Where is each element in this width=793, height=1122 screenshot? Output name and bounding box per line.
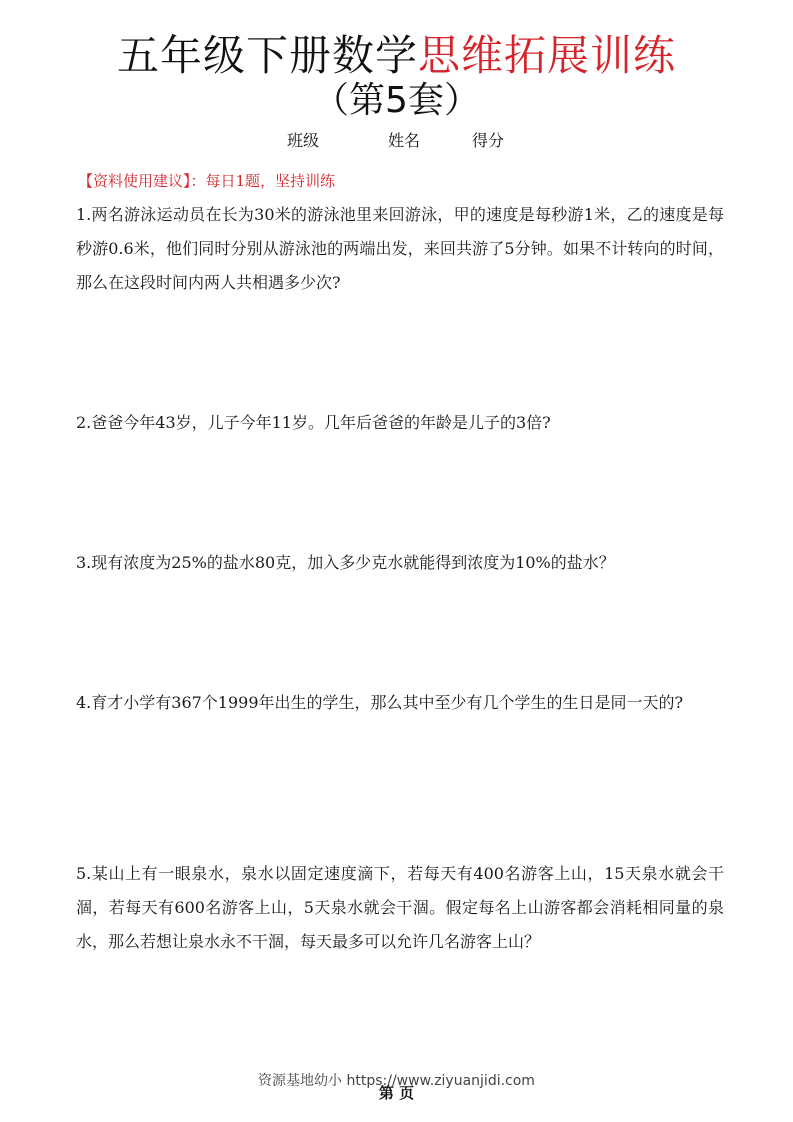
usage-advice: 【资料使用建议】：每日1题，坚持训练 xyxy=(78,172,336,190)
question-2: 2.爸爸今年43岁，儿子今年11岁。几年后爸爸的年龄是儿子的3倍? xyxy=(76,413,551,432)
title-highlight: 思维拓展训练 xyxy=(418,31,677,80)
name-label: 姓名 xyxy=(388,131,421,150)
set-number-subtitle: （第5套） xyxy=(313,80,480,121)
score-label: 得分 xyxy=(472,131,505,150)
question-3: 3.现有浓度为25%的盐水80克，加入多少克水就能得到浓度为10%的盐水？ xyxy=(76,553,615,572)
page-title xyxy=(0,30,793,82)
title-main: 五年级下册数学 xyxy=(116,31,418,80)
student-info-row xyxy=(0,128,793,150)
class-label: 班级 xyxy=(287,131,320,150)
question-5: 5.某山上有一眼泉水，泉水以固定速度滴下，若每天有400名游客上山，15天泉水就会干涸，若每天有600名游客上山，5天泉水就会干涸。假定每名上山游客都会消耗相同量的泉水，那么若想让泉水永不干涸，每天最多可以允许几名游客上山？ xyxy=(76,864,724,951)
page-number: 第 页 xyxy=(378,1084,415,1102)
question-1: 1.两名游泳运动员在长为30米的游泳池里来回游泳，甲的速度是每秒游1米，乙的速度是每秒游0.6米，他们同时分别从游泳池的两端出发，来回共游了5分钟。如果不计转向的时间，那么在这段时间内两人共相遇多少次? xyxy=(76,205,724,292)
question-4: 4.育才小学有367个1999年出生的学生，那么其中至少有几个学生的生日是同一天的? xyxy=(76,693,684,712)
footer-source-watermark: 资源基地幼小 https://www.ziyuanjidi.com xyxy=(258,1073,535,1089)
